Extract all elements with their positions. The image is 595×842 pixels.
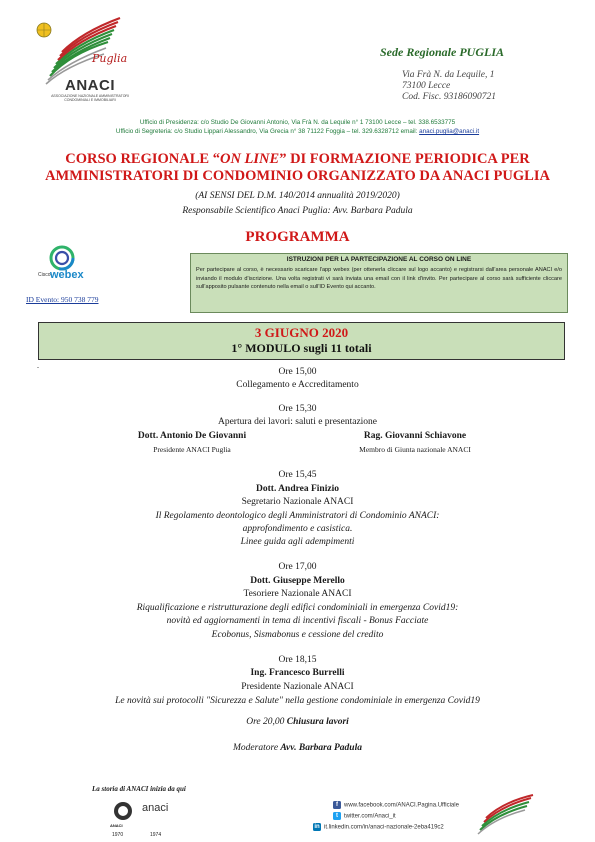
- logo-brand-text: ANACI: [65, 77, 115, 94]
- speaker-role: Membro di Giunta nazionale ANACI: [359, 445, 471, 454]
- sede-title: Sede Regionale PUGLIA: [380, 45, 504, 59]
- course-title-post: ” DI FORMAZIONE PERIODICA PER: [279, 151, 530, 167]
- agenda-topic: Il Regolamento deontologico degli Amministratori di Condominio ANACI:: [155, 511, 440, 521]
- segreteria-email-link[interactable]: anaci.puglia@anaci.it: [419, 128, 480, 135]
- agenda-topic: approfondimento e casistica.: [242, 524, 353, 534]
- instructions-title: ISTRUZIONI PER LA PARTECIPAZIONE AL CORSO ON LINE: [286, 256, 472, 263]
- sede-address: [402, 70, 496, 103]
- course-responsabile: Responsabile Scientifico Anaci Puglia: Avv. Barbara Padula: [182, 206, 413, 216]
- agenda-topic: Ecobonus, Sismabonus e cessione del credito: [211, 630, 384, 640]
- speaker-role: Presidente Nazionale ANACI: [241, 682, 354, 692]
- footer-logo1-label: ANACI: [110, 823, 123, 828]
- speaker-name: Dott. Andrea Finizio: [256, 484, 339, 494]
- agenda-time: Ore 18,15: [278, 655, 317, 665]
- moderator-label: Moderatore: [233, 743, 279, 753]
- anaci-swoosh-logo-icon: [475, 794, 535, 838]
- linkedin-text: it.linkedin.com/in/anaci-nazionale-2eba419c2: [324, 824, 444, 831]
- session-date: 3 GIUGNO 2020: [254, 325, 349, 340]
- agenda-topic: Linee guida agli adempimenti: [240, 537, 355, 547]
- course-title-line2: AMMINISTRATORI DI CONDOMINIO ORGANIZZATO DA ANACI PUGLIA: [45, 168, 550, 184]
- twitter-icon: t: [333, 812, 341, 820]
- logo-region-text: Puglia: [92, 52, 128, 65]
- sede-address-line: Via Frà N. da Lequile, 1: [402, 70, 495, 80]
- webex-logo-link[interactable]: [36, 244, 96, 286]
- speaker-name: Dott. Giuseppe Merello: [250, 576, 345, 586]
- stray-dot: .: [37, 361, 39, 370]
- sede-address-line: Cod. Fisc. 93186090721: [402, 92, 496, 102]
- closing-time: Ore 20,00: [246, 717, 285, 727]
- speaker-role: Segretario Nazionale ANACI: [241, 497, 354, 507]
- facebook-icon: f: [333, 801, 341, 809]
- footer-tagline: La storia di ANACI inizia da qui: [92, 785, 186, 793]
- footer-facebook-link[interactable]: [333, 801, 459, 809]
- twitter-text: twitter.com/Anaci_it: [344, 813, 396, 820]
- moderator-line: [0, 743, 595, 753]
- logo-subline: ASSOCIAZIONE NAZIONALE AMMINISTRATORI CONDOMINIALI E IMMOBILIARI: [51, 94, 129, 102]
- office-segreteria-text: Ufficio di Segreteria: c/o Studio Lippari Alessandro, Via Grecia n° 38 71122 Foggia – tel. 329.6328712 email:: [115, 128, 418, 135]
- webex-event-id-link[interactable]: ID Evento: 950 738 779: [26, 295, 99, 304]
- speaker-role: Tesoriere Nazionale ANACI: [243, 589, 352, 599]
- closing-label: Chiusura lavori: [286, 717, 349, 727]
- speaker-name: Ing. Francesco Burrelli: [250, 668, 345, 678]
- office-presidenza: Ufficio di Presidenza: c/o Studio De Giovanni Antonio, Via Frà N. da Lequile n° 1 73100 Lecce – tel. 338.6533775: [139, 119, 456, 126]
- footer-linkedin-link[interactable]: [313, 823, 444, 831]
- anaci-1970-logo-icon: [112, 800, 134, 822]
- agenda-topic: Riqualificazione e ristrutturazione degli edifici condominiali in emergenza Covid19:: [136, 603, 459, 613]
- footer-logo2-label: anaci: [142, 802, 169, 814]
- linkedin-icon: in: [314, 824, 320, 830]
- anaci-puglia-logo: [30, 14, 130, 119]
- footer-history-logos: [108, 796, 188, 840]
- agenda-time: Ore 15,45: [278, 470, 317, 480]
- footer-twitter-link[interactable]: [333, 812, 396, 820]
- agenda-time: Ore 15,30: [278, 404, 317, 414]
- speaker-name: Rag. Giovanni Schiavone: [363, 431, 467, 441]
- moderator-name: Avv. Barbara Padula: [280, 743, 362, 753]
- instructions-box: [190, 253, 568, 313]
- footer-logo1-year: 1970: [112, 832, 124, 838]
- session-module: 1° MODULO sugli 11 totali: [231, 341, 372, 355]
- sede-address-line: 73100 Lecce: [402, 81, 451, 91]
- agenda-closing: [0, 717, 595, 727]
- instructions-body: Per partecipare al corso, è necessario scaricare l'app webex (per ottenerla cliccare sul logo accanto) e registrarsi dall'area personale ANACI e/o inviando il modulo d'iscrizione. Una volta registrati vi sarà inviata una email con il link d'invito. Per partecipare al corso sarà sufficiente cliccare sull'apposito pulsante contenuto nella email o sull'ID Evento qui accanto.: [196, 267, 562, 291]
- webex-brand-text: webex: [50, 269, 84, 281]
- agenda-topic: Le novità sui protocolli "Sicurezza e Salute" nella gestione condominiale in emergenza Covid19: [115, 696, 480, 706]
- speaker-name: Dott. Antonio De Giovanni: [137, 431, 247, 441]
- agenda-desc: Collegamento e Accreditamento: [236, 380, 359, 390]
- course-dm-reference: (AI SENSI DEL D.M. 140/2014 annualità 2019/2020): [195, 191, 400, 201]
- course-title-italic: ON LINE: [219, 151, 280, 167]
- agenda-desc: Apertura dei lavori: saluti e presentazione: [217, 417, 378, 427]
- footer-logo2-year: 1974: [150, 832, 162, 838]
- course-title: [20, 151, 575, 185]
- agenda-topic: novità ed aggiornamenti in tema di incentivi fiscali - Bonus Facciate: [166, 616, 429, 626]
- speaker-role: Presidente ANACI Puglia: [153, 445, 231, 454]
- agenda-time: Ore 15,00: [278, 367, 317, 377]
- office-segreteria: [0, 128, 595, 135]
- programma-heading: PROGRAMMA: [245, 229, 350, 245]
- course-title-pre: CORSO REGIONALE “: [65, 151, 220, 167]
- webex-cisco-text: Cisco: [38, 272, 51, 278]
- facebook-text: www.facebook.com/ANACI.Pagina.Ufficiale: [344, 802, 459, 809]
- agenda-time: Ore 17,00: [278, 562, 317, 572]
- session-date-box: [38, 322, 565, 360]
